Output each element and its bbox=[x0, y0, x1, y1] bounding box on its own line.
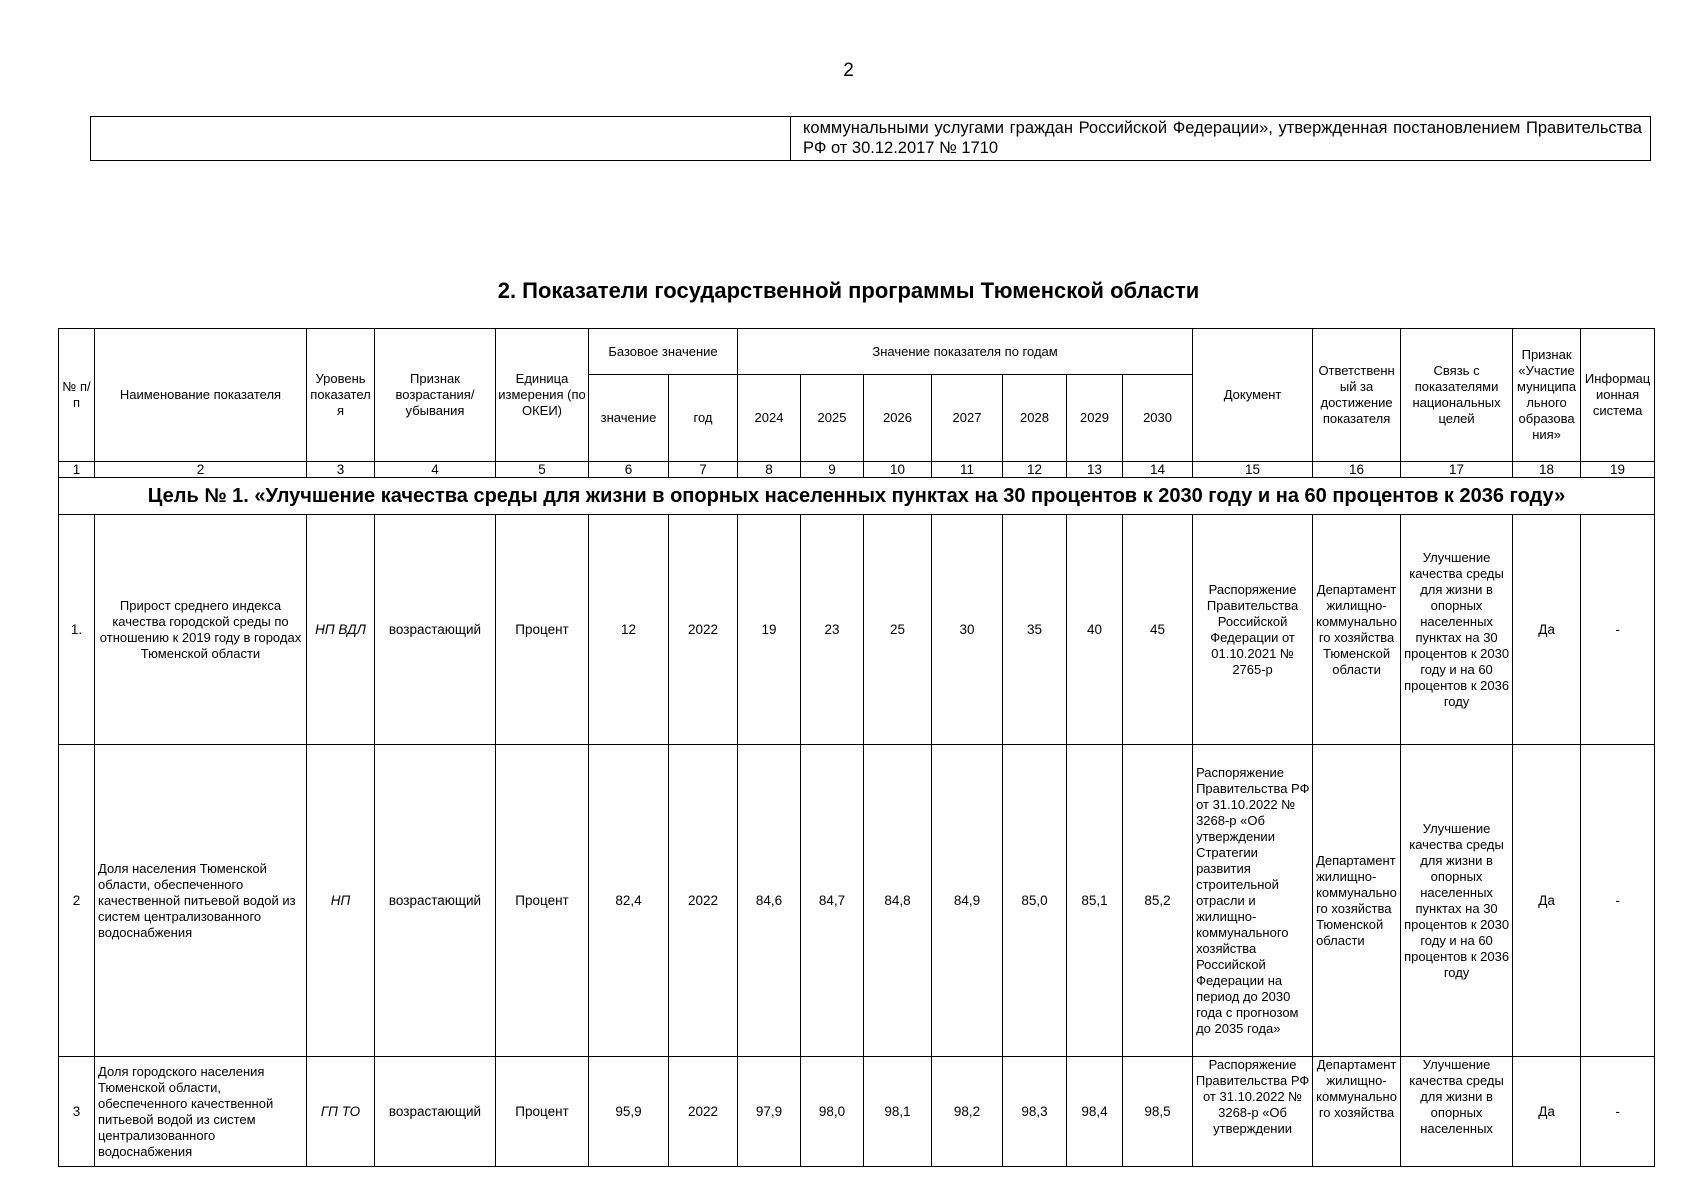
column-number: 11 bbox=[932, 462, 1003, 478]
row-value-2025: 23 bbox=[801, 515, 864, 745]
row-value-2028: 98,3 bbox=[1003, 1057, 1067, 1167]
page-number: 2 bbox=[843, 60, 854, 81]
row-value-2029: 98,4 bbox=[1067, 1057, 1123, 1167]
continuation-empty-cell bbox=[91, 117, 791, 161]
row-unit: Процент bbox=[496, 745, 589, 1057]
row-link: Улучшение качества среды для жизни в опорных населенных bbox=[1401, 1057, 1513, 1167]
section-title: 2. Показатели государственной программы Тюменской области bbox=[497, 278, 1200, 303]
row-base-year: 2022 bbox=[669, 1057, 738, 1167]
row-value-2025: 84,7 bbox=[801, 745, 864, 1057]
header-year: 2025 bbox=[801, 375, 864, 462]
header-year: 2029 bbox=[1067, 375, 1123, 462]
row-value-2024: 19 bbox=[738, 515, 801, 745]
row-value-2029: 40 bbox=[1067, 515, 1123, 745]
row-unit: Процент bbox=[496, 515, 589, 745]
column-number: 8 bbox=[738, 462, 801, 478]
row-level: ГП ТО bbox=[307, 1057, 375, 1167]
column-number: 18 bbox=[1513, 462, 1581, 478]
header-year: 2024 bbox=[738, 375, 801, 462]
row-base-value: 12 bbox=[589, 515, 669, 745]
row-value-2025: 98,0 bbox=[801, 1057, 864, 1167]
column-number: 14 bbox=[1123, 462, 1193, 478]
column-number: 19 bbox=[1581, 462, 1655, 478]
table-row bbox=[59, 1057, 1655, 1167]
row-document: Распоряжение Правительства Российской Федерации от 01.10.2021 № 2765-р bbox=[1193, 515, 1313, 745]
header-year: 2026 bbox=[864, 375, 932, 462]
table-row bbox=[59, 515, 1655, 745]
row-name: Доля городского населения Тюменской области, обеспеченного качественной питьевой водой из систем централизованного водоснабжения bbox=[95, 1057, 307, 1167]
header-years-group: Значение показателя по годам bbox=[738, 329, 1193, 375]
column-number: 12 bbox=[1003, 462, 1067, 478]
column-number: 3 bbox=[307, 462, 375, 478]
goal-row bbox=[59, 478, 1655, 515]
row-value-2028: 85,0 bbox=[1003, 745, 1067, 1057]
row-value-2027: 84,9 bbox=[932, 745, 1003, 1057]
row-infosys: - bbox=[1581, 1057, 1655, 1167]
column-number: 4 bbox=[375, 462, 496, 478]
row-document: Распоряжение Правительства РФ от 31.10.2022 № 3268-р «Об утверждении Стратегии развития строительной отрасли и жилищно-коммунального хозяйства Российской Федерации на период до 2030 года с прогнозом до 2035 года» bbox=[1193, 745, 1313, 1057]
row-link: Улучшение качества среды для жизни в опорных населенных пунктах на 30 процентов к 2030 году и на 60 процентов к 2036 году bbox=[1401, 515, 1513, 745]
header-link: Связь с показателями национальных целей bbox=[1401, 329, 1513, 462]
row-level: НП ВДЛ bbox=[307, 515, 375, 745]
header-name: Наименование показателя bbox=[95, 329, 307, 462]
column-number: 9 bbox=[801, 462, 864, 478]
row-responsible: Департамент жилищно-коммунального хозяйства Тюменской области bbox=[1313, 515, 1401, 745]
row-link: Улучшение качества среды для жизни в опорных населенных пунктах на 30 процентов к 2030 году и на 60 процентов к 2036 году bbox=[1401, 745, 1513, 1057]
row-value-2026: 25 bbox=[864, 515, 932, 745]
row-responsible: Департамент жилищно-коммунального хозяйства bbox=[1313, 1057, 1401, 1167]
header-sign: Признак возрастания/ убывания bbox=[375, 329, 496, 462]
header-base: Базовое значение bbox=[589, 329, 738, 375]
header-municipal: Признак «Участие муниципального образования» bbox=[1513, 329, 1581, 462]
row-value-2026: 98,1 bbox=[864, 1057, 932, 1167]
row-value-2026: 84,8 bbox=[864, 745, 932, 1057]
row-value-2027: 30 bbox=[932, 515, 1003, 745]
column-number: 1 bbox=[59, 462, 95, 478]
header-document: Документ bbox=[1193, 329, 1313, 462]
header-base-year: год bbox=[669, 375, 738, 462]
row-num: 2 bbox=[59, 745, 95, 1057]
column-number: 6 bbox=[589, 462, 669, 478]
row-level: НП bbox=[307, 745, 375, 1057]
row-value-2030: 45 bbox=[1123, 515, 1193, 745]
header-infosys: Информационная система bbox=[1581, 329, 1655, 462]
continuation-table bbox=[90, 116, 1651, 161]
column-number-row bbox=[59, 462, 1655, 478]
header-base-value: значение bbox=[589, 375, 669, 462]
row-base-year: 2022 bbox=[669, 515, 738, 745]
column-number: 15 bbox=[1193, 462, 1313, 478]
row-value-2024: 97,9 bbox=[738, 1057, 801, 1167]
row-responsible: Департамент жилищно-коммунального хозяйства Тюменской области bbox=[1313, 745, 1401, 1057]
header-responsible: Ответственный за достижение показателя bbox=[1313, 329, 1401, 462]
row-municipal: Да bbox=[1513, 515, 1581, 745]
continuation-text: коммунальными услугами граждан Российской Федерации», утвержденная постановлением Правительства РФ от 30.12.2017 № 1710 bbox=[791, 117, 1651, 161]
header-year: 2030 bbox=[1123, 375, 1193, 462]
row-unit: Процент bbox=[496, 1057, 589, 1167]
header-unit: Единица измерения (по ОКЕИ) bbox=[496, 329, 589, 462]
row-num: 3 bbox=[59, 1057, 95, 1167]
column-number: 2 bbox=[95, 462, 307, 478]
row-base-value: 82,4 bbox=[589, 745, 669, 1057]
table-row bbox=[59, 745, 1655, 1057]
row-value-2027: 98,2 bbox=[932, 1057, 1003, 1167]
row-value-2030: 85,2 bbox=[1123, 745, 1193, 1057]
column-number: 16 bbox=[1313, 462, 1401, 478]
row-infosys: - bbox=[1581, 745, 1655, 1057]
row-sign: возрастающий bbox=[375, 1057, 496, 1167]
row-value-2024: 84,6 bbox=[738, 745, 801, 1057]
row-municipal: Да bbox=[1513, 1057, 1581, 1167]
column-number: 5 bbox=[496, 462, 589, 478]
row-num: 1. bbox=[59, 515, 95, 745]
row-name: Прирост среднего индекса качества городской среды по отношению к 2019 году в городах Тюменской области bbox=[95, 515, 307, 745]
header-year: 2027 bbox=[932, 375, 1003, 462]
row-base-year: 2022 bbox=[669, 745, 738, 1057]
goal-title: Цель № 1. «Улучшение качества среды для жизни в опорных населенных пунктах на 30 процентов к 2030 году и на 60 процентов к 2036 году» bbox=[59, 478, 1655, 515]
row-base-value: 95,9 bbox=[589, 1057, 669, 1167]
row-document: Распоряжение Правительства РФ от 31.10.2022 № 3268-р «Об утверждении bbox=[1193, 1057, 1313, 1167]
row-value-2028: 35 bbox=[1003, 515, 1067, 745]
row-value-2030: 98,5 bbox=[1123, 1057, 1193, 1167]
indicators-table bbox=[58, 328, 1655, 1167]
column-number: 17 bbox=[1401, 462, 1513, 478]
header-level: Уровень показателя bbox=[307, 329, 375, 462]
row-sign: возрастающий bbox=[375, 515, 496, 745]
row-infosys: - bbox=[1581, 515, 1655, 745]
row-municipal: Да bbox=[1513, 745, 1581, 1057]
column-number: 7 bbox=[669, 462, 738, 478]
row-value-2029: 85,1 bbox=[1067, 745, 1123, 1057]
header-year: 2028 bbox=[1003, 375, 1067, 462]
column-number: 13 bbox=[1067, 462, 1123, 478]
header-row-1 bbox=[59, 329, 1655, 375]
row-sign: возрастающий bbox=[375, 745, 496, 1057]
column-number: 10 bbox=[864, 462, 932, 478]
header-num: № п/п bbox=[59, 329, 95, 462]
row-name: Доля населения Тюменской области, обеспеченного качественной питьевой водой из систем централизованного водоснабжения bbox=[95, 745, 307, 1057]
